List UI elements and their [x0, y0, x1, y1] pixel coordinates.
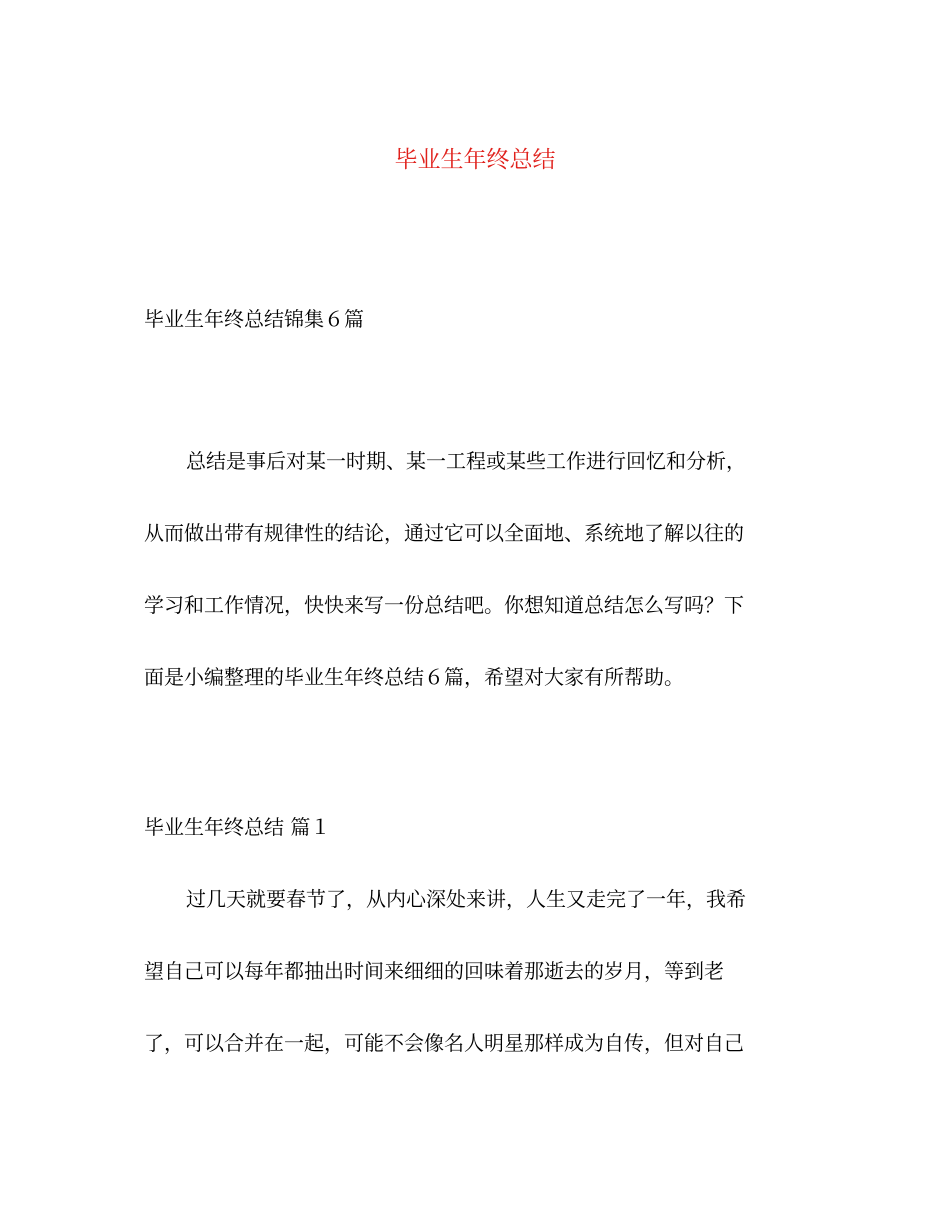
document-title: 毕业生年终总结	[394, 147, 556, 173]
section-line-3: 了，可以合并在一起，可能不会像名人明星那样成为自传，但对自己	[144, 1031, 744, 1055]
intro-line-2: 从而做出带有规律性的结论，通过它可以全面地、系统地了解以往的	[144, 521, 744, 545]
document-subtitle: 毕业生年终总结锦集６篇	[144, 307, 364, 331]
section-heading: 毕业生年终总结 篇１	[144, 815, 331, 839]
section-line-1: 过几天就要春节了，从内心深处来讲，人生又走完了一年，我希	[186, 887, 746, 911]
intro-line-3: 学习和工作情况，快快来写一份总结吧。你想知道总结怎么写吗？下	[144, 593, 744, 617]
section-paragraph	[144, 883, 804, 1067]
intro-paragraph	[144, 445, 804, 701]
intro-line-4: 面是小编整理的毕业生年终总结６篇，希望对大家有所帮助。	[144, 665, 684, 689]
section-line-2: 望自己可以每年都抽出时间来细细的回味着那逝去的岁月，等到老	[144, 959, 724, 983]
intro-line-1: 总结是事后对某一时期、某一工程或某些工作进行回忆和分析，	[186, 449, 746, 473]
